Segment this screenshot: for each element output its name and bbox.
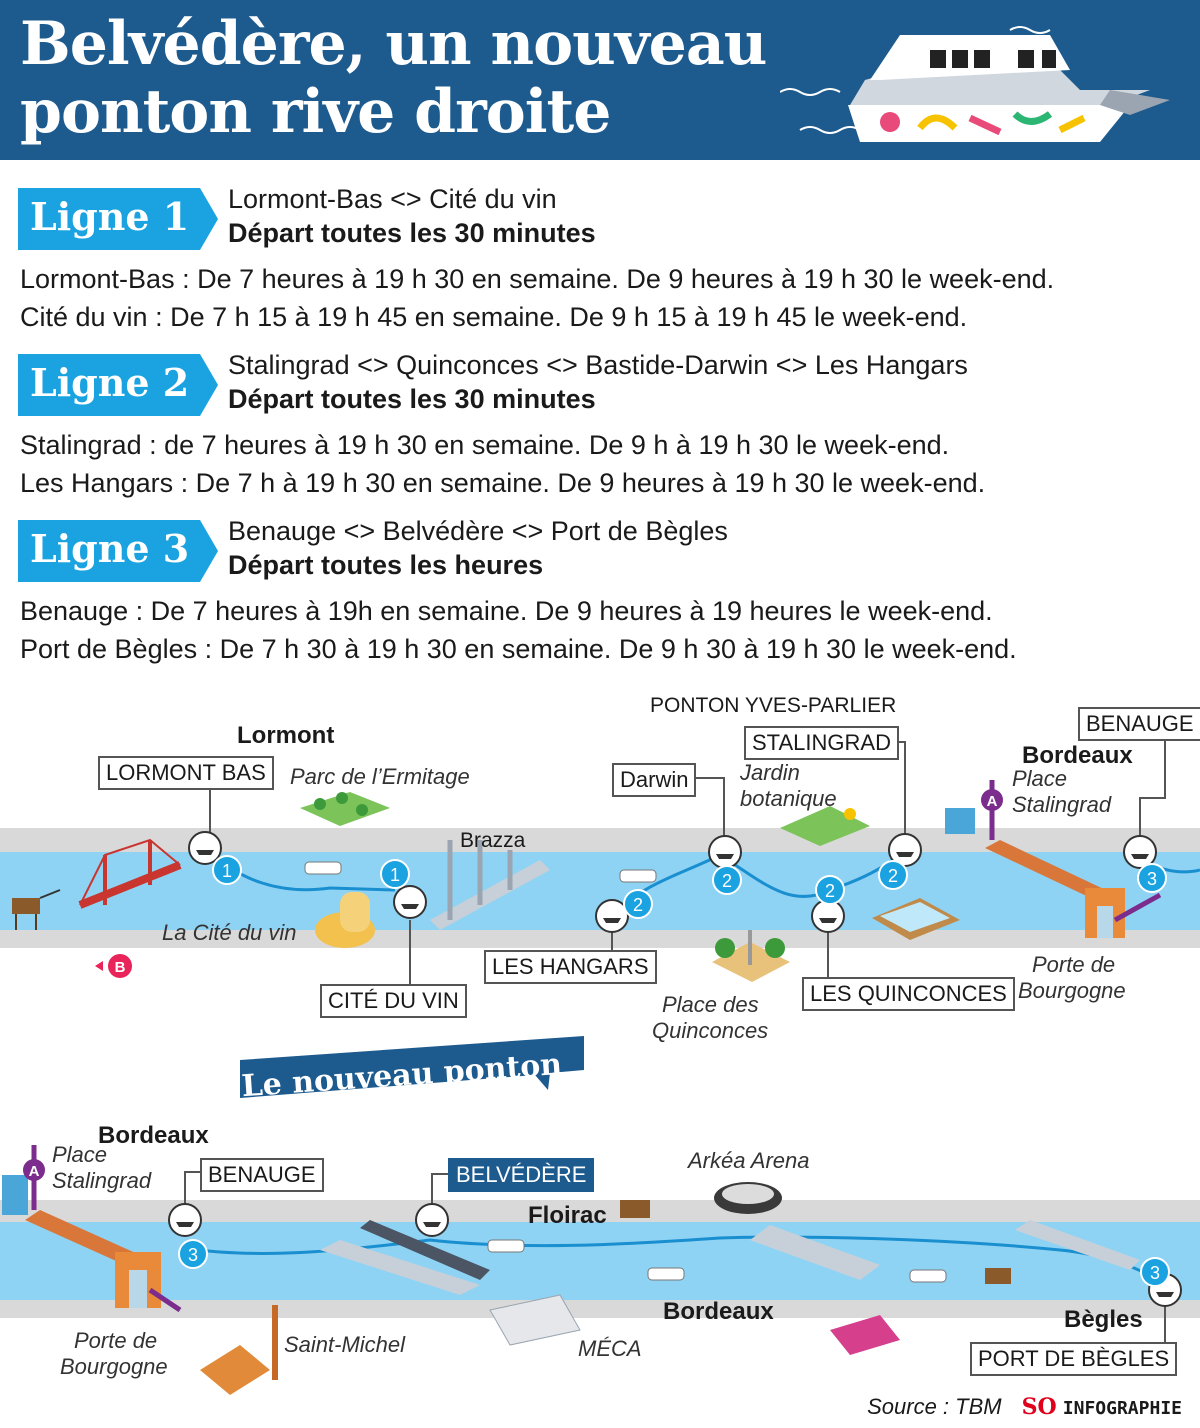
place-stalingrad-1: Place bbox=[1012, 766, 1068, 791]
line-badge-1b: 1 bbox=[389, 865, 401, 885]
place-bourgogne-b2: Bourgogne bbox=[60, 1354, 168, 1379]
line-3-tag bbox=[18, 520, 218, 582]
city-bordeaux-bottom: Bordeaux bbox=[663, 1298, 774, 1325]
line-badge-3b: 3 bbox=[187, 1245, 199, 1265]
city-bordeaux-left: Bordeaux bbox=[98, 1122, 209, 1149]
stop-label-les-quinconces[interactable]: LES QUINCONCES bbox=[802, 977, 1015, 1011]
line-2-schedule-2: Les Hangars : De 7 h à 19 h 30 en semaine. De 9 heures à 19 h 30 le week-end. bbox=[20, 468, 986, 498]
stop-marker-benauge-bottom bbox=[169, 1204, 201, 1236]
place-stalingrad-2: Stalingrad bbox=[1012, 792, 1112, 817]
line-1-frequency: Départ toutes les 30 minutes bbox=[228, 218, 596, 248]
line-2-label: Ligne 2 bbox=[30, 360, 190, 405]
stop-marker-belvedere bbox=[416, 1204, 448, 1236]
line-badge-2a: 2 bbox=[632, 895, 644, 915]
stop-label-belvedere[interactable]: BELVÉDÈRE bbox=[448, 1158, 594, 1192]
line-badge-2b: 2 bbox=[721, 871, 733, 891]
line-3-schedule-2: Port de Bègles : De 7 h 30 à 19 h 30 en semaine. De 9 h 30 à 19 h 30 le week-end. bbox=[20, 634, 1017, 664]
river-map bbox=[0, 680, 1200, 1428]
line-3-route: Benauge <> Belvédère <> Port de Bègles bbox=[228, 516, 728, 546]
place-parc-ermitage: Parc de l’Ermitage bbox=[290, 764, 470, 789]
line-1-tag bbox=[18, 188, 218, 250]
quay-north-top bbox=[0, 828, 1200, 852]
line-badge-2d: 2 bbox=[887, 866, 899, 886]
place-quinconces-1: Place des bbox=[662, 992, 759, 1017]
line-badge-1a: 1 bbox=[221, 861, 233, 881]
stop-marker-darwin bbox=[709, 836, 741, 868]
line-2-schedule-1: Stalingrad : de 7 heures à 19 h 30 en semaine. De 9 h à 19 h 30 le week-end. bbox=[20, 430, 950, 460]
stop-label-stalingrad[interactable]: STALINGRAD bbox=[744, 726, 899, 760]
stop-marker-cite-du-vin bbox=[394, 886, 426, 918]
stop-marker-lormont-bas bbox=[189, 832, 221, 864]
line-3-schedule-1: Benauge : De 7 heures à 19h en semaine. De 9 heures à 19 heures le week-end. bbox=[20, 596, 993, 626]
line-3-frequency: Départ toutes les heures bbox=[228, 550, 544, 580]
stop-label-les-hangars[interactable]: LES HANGARS bbox=[484, 950, 657, 984]
so-logo: SO bbox=[1021, 1394, 1057, 1420]
city-brazza: Brazza bbox=[460, 829, 526, 852]
boat-illustration bbox=[780, 10, 1180, 155]
stop-label-benauge-top[interactable]: BENAUGE bbox=[1078, 707, 1200, 741]
line-badge-2c: 2 bbox=[824, 881, 836, 901]
place-stalingrad-b2: Stalingrad bbox=[52, 1168, 152, 1193]
line-3-label: Ligne 3 bbox=[30, 526, 190, 571]
source-text: Source : TBM bbox=[867, 1394, 1002, 1419]
place-jardin-1: Jardin bbox=[740, 760, 800, 785]
line-badge-3c: 3 bbox=[1149, 1263, 1161, 1283]
place-saint-michel: Saint-Michel bbox=[284, 1332, 406, 1357]
city-floirac: Floirac bbox=[528, 1202, 607, 1229]
place-arkea-arena: Arkéa Arena bbox=[688, 1148, 810, 1173]
place-stalingrad-b1: Place bbox=[52, 1142, 108, 1167]
place-quinconces-2: Quinconces bbox=[652, 1018, 769, 1043]
city-begles: Bègles bbox=[1064, 1306, 1143, 1333]
place-cite-du-vin: La Cité du vin bbox=[162, 920, 297, 945]
place-meca: MÉCA bbox=[578, 1336, 642, 1361]
place-bourgogne-2: Bourgogne bbox=[1018, 978, 1126, 1003]
footer-source bbox=[867, 1394, 1182, 1422]
header-banner bbox=[0, 0, 1200, 160]
line-1-route: Lormont-Bas <> Cité du vin bbox=[228, 184, 557, 214]
place-bourgogne-b1: Porte de bbox=[74, 1328, 158, 1353]
line-badge-3a: 3 bbox=[1146, 869, 1158, 889]
city-bordeaux-top: Bordeaux bbox=[1022, 742, 1133, 769]
tram-badge-b: B bbox=[114, 959, 126, 976]
stop-label-benauge-bottom[interactable]: BENAUGE bbox=[200, 1158, 324, 1192]
stop-label-lormont-bas[interactable]: LORMONT BAS bbox=[98, 756, 274, 790]
ponton-yves-parlier-label: PONTON YVES-PARLIER bbox=[650, 694, 897, 717]
stop-label-port-begles[interactable]: PORT DE BÈGLES bbox=[970, 1342, 1177, 1376]
stop-label-cite-du-vin[interactable]: CITÉ DU VIN bbox=[320, 984, 467, 1018]
line-2-frequency: Départ toutes les 30 minutes bbox=[228, 384, 596, 414]
page-title: Belvédère, un nouveau ponton rive droite bbox=[20, 9, 767, 147]
line-1-schedule-2: Cité du vin : De 7 h 15 à 19 h 45 en semaine. De 9 h 15 à 19 h 45 le week-end. bbox=[20, 302, 968, 332]
place-bourgogne-1: Porte de bbox=[1032, 952, 1116, 977]
line-2-route: Stalingrad <> Quinconces <> Bastide-Darwin <> Les Hangars bbox=[228, 350, 968, 380]
tram-badge-a-bottom: A bbox=[28, 1163, 40, 1180]
line-1-label: Ligne 1 bbox=[30, 194, 190, 239]
tram-badge-a-top: A bbox=[986, 793, 998, 810]
new-ponton-label: Le nouveau ponton bbox=[240, 1046, 564, 1105]
infographie-label: INFOGRAPHIE bbox=[1062, 1398, 1182, 1419]
line-1-schedule-1: Lormont-Bas : De 7 heures à 19 h 30 en semaine. De 9 heures à 19 h 30 le week-end. bbox=[20, 264, 1055, 294]
stop-label-darwin[interactable]: Darwin bbox=[612, 763, 696, 797]
place-jardin-2: botanique bbox=[740, 786, 837, 811]
line-2-tag bbox=[18, 354, 218, 416]
city-lormont: Lormont bbox=[237, 722, 335, 749]
